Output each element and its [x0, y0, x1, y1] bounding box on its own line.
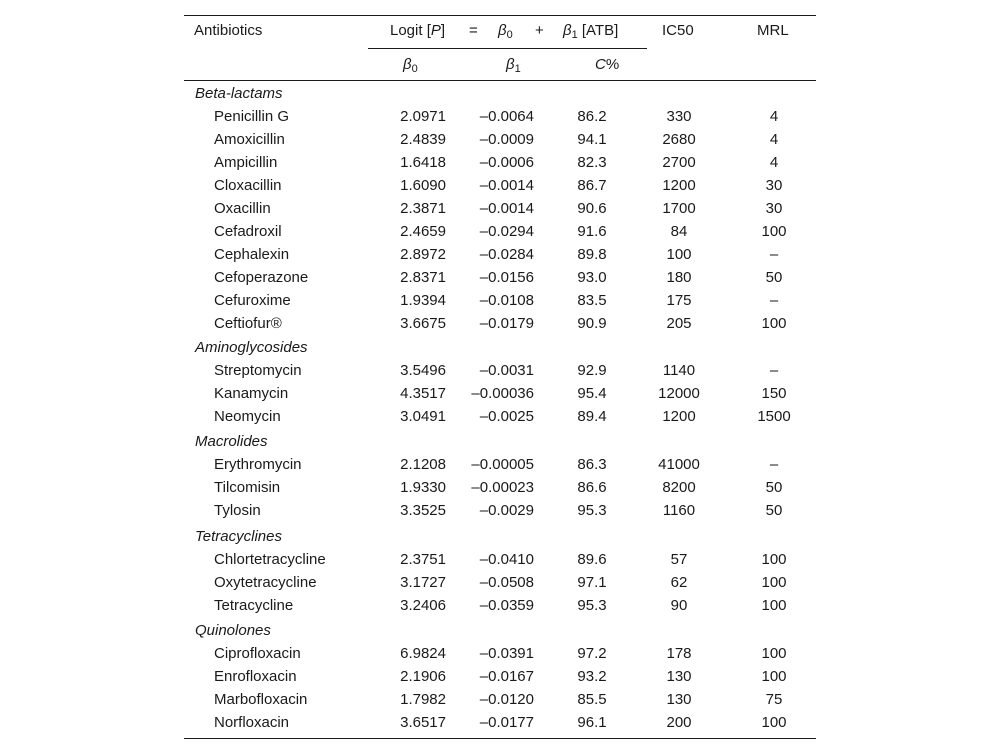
mrl-value: 100: [761, 714, 787, 731]
mrl-value: 100: [761, 574, 787, 591]
beta0-value: 3.6517: [400, 714, 446, 731]
beta0-value: 1.9394: [400, 292, 446, 309]
c-percent-value: 95.3: [577, 502, 607, 519]
antibiotic-name: Marbofloxacin: [214, 691, 308, 708]
ic50-value: 330: [666, 108, 692, 125]
beta0-value: 3.6675: [400, 315, 446, 332]
beta-subscript: 1: [571, 29, 578, 41]
mrl-value: 100: [761, 668, 787, 685]
beta1-value: –0.00023: [471, 479, 534, 496]
antibiotic-name: Ciprofloxacin: [214, 645, 301, 662]
antibiotic-name: Tetracycline: [214, 597, 294, 614]
beta1-value: –0.0284: [479, 246, 534, 263]
beta1-value: –0.0031: [479, 362, 534, 379]
beta1-value: –0.0359: [479, 597, 534, 614]
beta-symbol: β: [498, 22, 507, 39]
c-percent-value: 96.1: [577, 714, 607, 731]
beta1-value: –0.0108: [479, 292, 534, 309]
mrl-value: 50: [765, 502, 783, 519]
beta1-value: –0.0179: [479, 315, 534, 332]
beta1-value: –0.00005: [471, 456, 534, 473]
mrl-value: 30: [765, 200, 783, 217]
group-label: Quinolones: [195, 622, 271, 639]
ic50-value: 180: [666, 269, 692, 286]
beta1-value: –0.0120: [479, 691, 534, 708]
beta0-value: 2.8371: [400, 269, 446, 286]
beta1-value: –0.0177: [479, 714, 534, 731]
c-percent-value: 92.9: [577, 362, 607, 379]
c-percent-value: 89.4: [577, 408, 607, 425]
beta1-value: –0.0167: [479, 668, 534, 685]
ic50-value: 1200: [662, 177, 696, 194]
antibiotic-name: Chlortetracycline: [214, 551, 326, 568]
c-percent-value: 94.1: [577, 131, 607, 148]
beta0-value: 3.2406: [400, 597, 446, 614]
equation-span-rule: [368, 48, 647, 49]
mrl-value: 4: [769, 108, 779, 125]
ic50-value: 175: [666, 292, 692, 309]
antibiotic-name: Tylosin: [214, 502, 261, 519]
beta1-value: –0.0294: [479, 223, 534, 240]
ic50-value: 130: [666, 668, 692, 685]
header-antibiotics: Antibiotics: [194, 22, 263, 39]
c-percent-value: 86.3: [577, 456, 607, 473]
mrl-value: 4: [769, 154, 779, 171]
beta0-value: 2.1208: [400, 456, 446, 473]
antibiotic-name: Ampicillin: [214, 154, 278, 171]
beta0-value: 1.9330: [400, 479, 446, 496]
beta1-value: –0.0009: [479, 131, 534, 148]
logit-p: P: [430, 22, 441, 39]
beta0-value: 6.9824: [400, 645, 446, 662]
c-percent-value: 91.6: [577, 223, 607, 240]
beta-symbol: β: [563, 22, 572, 39]
beta1-value: –0.0025: [479, 408, 534, 425]
antibiotic-name: Kanamycin: [214, 385, 289, 402]
mrl-value: 50: [765, 269, 783, 286]
header-equals: =: [469, 22, 478, 39]
ic50-value: 84: [670, 223, 688, 240]
mrl-value: –: [769, 456, 779, 473]
mrl-value: 100: [761, 315, 787, 332]
beta1-value: –0.0029: [479, 502, 534, 519]
antibiotic-name: Oxacillin: [214, 200, 271, 217]
c-percent-value: 86.2: [577, 108, 607, 125]
ic50-value: 2680: [662, 131, 696, 148]
group-label: Beta-lactams: [195, 85, 283, 102]
beta0-value: 3.3525: [400, 502, 446, 519]
beta0-value: 1.6418: [400, 154, 446, 171]
beta1-value: –0.0014: [479, 200, 534, 217]
ic50-value: 200: [666, 714, 692, 731]
ic50-value: 2700: [662, 154, 696, 171]
c-percent-value: 83.5: [577, 292, 607, 309]
beta0-value: 3.0491: [400, 408, 446, 425]
ic50-value: 100: [666, 246, 692, 263]
c-percent-value: 89.6: [577, 551, 607, 568]
antibiotic-name: Amoxicillin: [214, 131, 285, 148]
c-percent-value: 93.2: [577, 668, 607, 685]
beta0-value: 2.4839: [400, 131, 446, 148]
logit-suffix: ]: [440, 22, 446, 39]
logit-prefix: Logit [: [390, 22, 431, 39]
c-percent-value: 85.5: [577, 691, 607, 708]
header-logit: [390, 22, 445, 40]
mrl-value: 30: [765, 177, 783, 194]
c-percent-value: 95.3: [577, 597, 607, 614]
antibiotic-name: Tilcomisin: [214, 479, 281, 496]
antibiotic-name: Oxytetracycline: [214, 574, 317, 591]
ic50-value: 90: [670, 597, 688, 614]
c-symbol: C: [595, 56, 606, 73]
beta-subscript: 0: [411, 63, 418, 75]
antibiotic-name: Neomycin: [214, 408, 281, 425]
mrl-value: 50: [765, 479, 783, 496]
header-ic50: IC50: [662, 22, 694, 39]
beta0-value: 1.6090: [400, 177, 446, 194]
mrl-value: –: [769, 246, 779, 263]
ic50-value: 12000: [658, 385, 700, 402]
header-plus: +: [535, 22, 544, 39]
bottom-rule: [184, 738, 816, 739]
beta0-value: 2.4659: [400, 223, 446, 240]
antibiotic-name: Enrofloxacin: [214, 668, 297, 685]
beta0-value: 2.8972: [400, 246, 446, 263]
beta0-value: 2.0971: [400, 108, 446, 125]
c-percent-value: 89.8: [577, 246, 607, 263]
beta1-value: –0.00036: [471, 385, 534, 402]
ic50-value: 178: [666, 645, 692, 662]
percent-symbol: %: [605, 56, 620, 73]
mrl-value: 100: [761, 551, 787, 568]
c-percent-value: 90.9: [577, 315, 607, 332]
beta1-value: –0.0410: [479, 551, 534, 568]
c-percent-value: 86.6: [577, 479, 607, 496]
mrl-value: 4: [769, 131, 779, 148]
mrl-value: 75: [765, 691, 783, 708]
subheader-c-percent: [595, 56, 619, 74]
mrl-value: –: [769, 362, 779, 379]
ic50-value: 130: [666, 691, 692, 708]
beta1-value: –0.0006: [479, 154, 534, 171]
mrl-value: –: [769, 292, 779, 309]
beta0-value: 2.1906: [400, 668, 446, 685]
antibiotic-name: Cefoperazone: [214, 269, 309, 286]
ic50-value: 1200: [662, 408, 696, 425]
antibiotic-name: Penicillin G: [214, 108, 290, 125]
antibiotic-name: Erythromycin: [214, 456, 302, 473]
beta1-value: –0.0156: [479, 269, 534, 286]
beta1-value: –0.0391: [479, 645, 534, 662]
antibiotic-name: Cloxacillin: [214, 177, 282, 194]
subheader-beta0: [403, 56, 418, 74]
c-percent-value: 86.7: [577, 177, 607, 194]
ic50-value: 1700: [662, 200, 696, 217]
beta1-value: –0.0014: [479, 177, 534, 194]
ic50-value: 1160: [662, 502, 696, 519]
mrl-value: 1500: [757, 408, 791, 425]
header-rule: [184, 80, 816, 81]
c-percent-value: 97.1: [577, 574, 607, 591]
mrl-value: 100: [761, 645, 787, 662]
antibiotic-name: Norfloxacin: [214, 714, 290, 731]
c-percent-value: 97.2: [577, 645, 607, 662]
beta0-value: 2.3751: [400, 551, 446, 568]
c-percent-value: 82.3: [577, 154, 607, 171]
beta-symbol: β: [506, 56, 515, 73]
beta0-value: 1.7982: [400, 691, 446, 708]
beta-subscript: 1: [514, 63, 521, 75]
antibiotic-name: Cefadroxil: [214, 223, 282, 240]
beta-symbol: β: [403, 56, 412, 73]
subheader-beta1: [506, 56, 521, 74]
ic50-value: 205: [666, 315, 692, 332]
beta1-value: –0.0508: [479, 574, 534, 591]
header-beta0: [498, 22, 513, 40]
header-beta1-atb: [563, 22, 618, 40]
ic50-value: 8200: [662, 479, 696, 496]
ic50-value: 41000: [658, 456, 700, 473]
c-percent-value: 95.4: [577, 385, 607, 402]
c-percent-value: 90.6: [577, 200, 607, 217]
antibiotic-name: Cephalexin: [214, 246, 290, 263]
group-label: Tetracyclines: [195, 528, 282, 545]
top-rule: [184, 15, 816, 16]
mrl-value: 100: [761, 597, 787, 614]
group-label: Macrolides: [195, 433, 268, 450]
antibiotic-name: Ceftiofur®: [214, 315, 282, 332]
antibiotic-name: Streptomycin: [214, 362, 302, 379]
header-mrl: MRL: [757, 22, 789, 39]
beta0-value: 3.1727: [400, 574, 446, 591]
group-label: Aminoglycosides: [195, 339, 308, 356]
mrl-value: 100: [761, 223, 787, 240]
antibiotic-name: Cefuroxime: [214, 292, 291, 309]
beta-subscript: 0: [506, 29, 513, 41]
mrl-value: 150: [761, 385, 787, 402]
beta0-value: 2.3871: [400, 200, 446, 217]
beta0-value: 4.3517: [400, 385, 446, 402]
atb-label: [ATB]: [581, 22, 619, 39]
c-percent-value: 93.0: [577, 269, 607, 286]
beta0-value: 3.5496: [400, 362, 446, 379]
ic50-value: 1140: [662, 362, 696, 379]
ic50-value: 57: [670, 551, 688, 568]
ic50-value: 62: [670, 574, 688, 591]
beta1-value: –0.0064: [479, 108, 534, 125]
